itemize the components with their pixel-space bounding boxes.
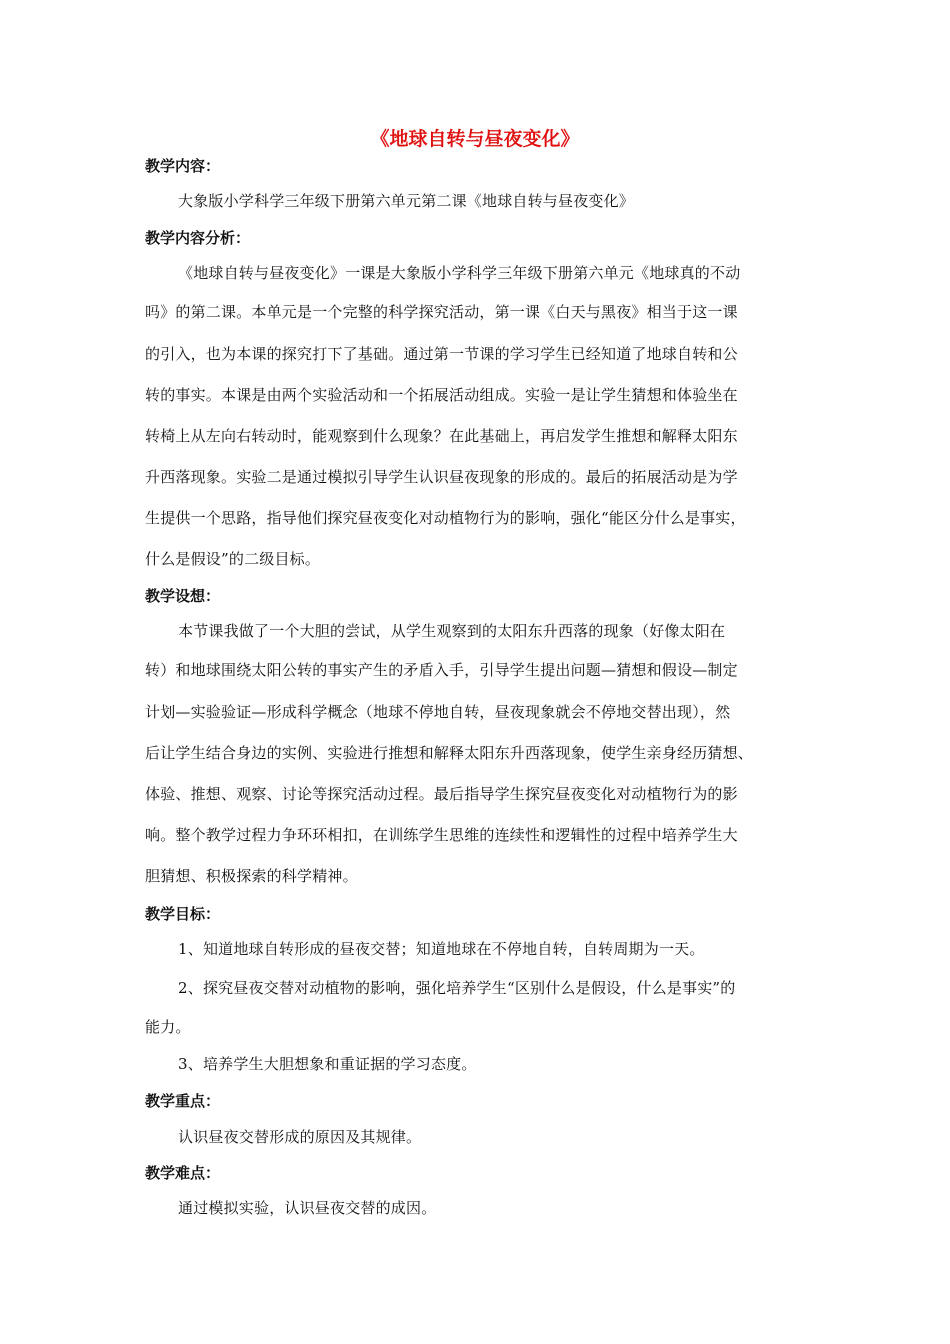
section-heading-analysis: 教学内容分析： <box>145 229 251 247</box>
paragraph-line: 什么是假设”的二级目标。 <box>145 550 321 568</box>
section-heading-key-points: 教学重点： <box>145 1092 221 1110</box>
paragraph-line: 转的事实。本课是由两个实验活动和一个拓展活动组成。实验一是让学生猜想和体验坐在 <box>145 386 738 404</box>
paragraph-line: 生提供一个思路，指导他们探究昼夜变化对动植物行为的影响，强化“能区分什么是事实， <box>145 509 746 527</box>
paragraph-line: 的引入，也为本课的探究打下了基础。通过第一节课的学习学生已经知道了地球自转和公 <box>145 345 738 363</box>
list-item: 3、培养学生大胆想象和重证据的学习态度。 <box>178 1055 477 1073</box>
paragraph-line: 吗》的第二课。本单元是一个完整的科学探究活动，第一课《白天与黑夜》相当于这一课 <box>145 303 738 321</box>
section-heading-content: 教学内容： <box>145 157 221 175</box>
paragraph-line: 后让学生结合身边的实例、实验进行推想和解释太阳东升西落现象，使学生亲身经历猜想、 <box>145 744 754 762</box>
document-title: 《地球自转与昼夜变化》 <box>370 128 580 150</box>
section-heading-design: 教学设想： <box>145 587 221 605</box>
paragraph-line: 《地球自转与昼夜变化》一课是大象版小学科学三年级下册第六单元《地球真的不动 <box>178 264 741 282</box>
list-item: 2、探究昼夜交替对动植物的影响，强化培养学生“区别什么是假设，什么是事实”的 <box>178 979 736 997</box>
paragraph-line: 认识昼夜交替形成的原因及其规律。 <box>178 1128 422 1146</box>
section-heading-difficulties: 教学难点： <box>145 1164 221 1182</box>
paragraph-line: 升西落现象。实验二是通过模拟引导学生认识昼夜现象的形成的。最后的拓展活动是为学 <box>145 468 738 486</box>
paragraph-line: 体验、推想、观察、讨论等探究活动过程。最后指导学生探究昼夜变化对动植物行为的影 <box>145 785 738 803</box>
section-heading-goals: 教学目标： <box>145 905 221 923</box>
list-item: 1、知道地球自转形成的昼夜交替；知道地球在不停地自转，自转周期为一天。 <box>178 940 705 958</box>
paragraph-line: 响。整个教学过程力争环环相扣，在训练学生思维的连续性和逻辑性的过程中培养学生大 <box>145 826 738 844</box>
paragraph-line: 胆猜想、积极探索的科学精神。 <box>145 867 358 885</box>
paragraph-line: 计划—实验验证—形成科学概念（地球不停地自转，昼夜现象就会不停地交替出现），然 <box>145 703 731 721</box>
paragraph-line: 转椅上从左向右转动时，能观察到什么现象？在此基础上，再启发学生推想和解释太阳东 <box>145 427 738 445</box>
paragraph-line: 转）和地球围绕太阳公转的事实产生的矛盾入手，引导学生提出问题—猜想和假设—制定 <box>145 661 738 679</box>
paragraph-line: 大象版小学科学三年级下册第六单元第二课《地球自转与昼夜变化》 <box>178 192 635 210</box>
paragraph-line: 能力。 <box>145 1018 191 1036</box>
paragraph-line: 通过模拟实验，认识昼夜交替的成因。 <box>178 1199 437 1217</box>
paragraph-line: 本节课我做了一个大胆的尝试，从学生观察到的太阳东升西落的现象（好像太阳在 <box>178 622 726 640</box>
